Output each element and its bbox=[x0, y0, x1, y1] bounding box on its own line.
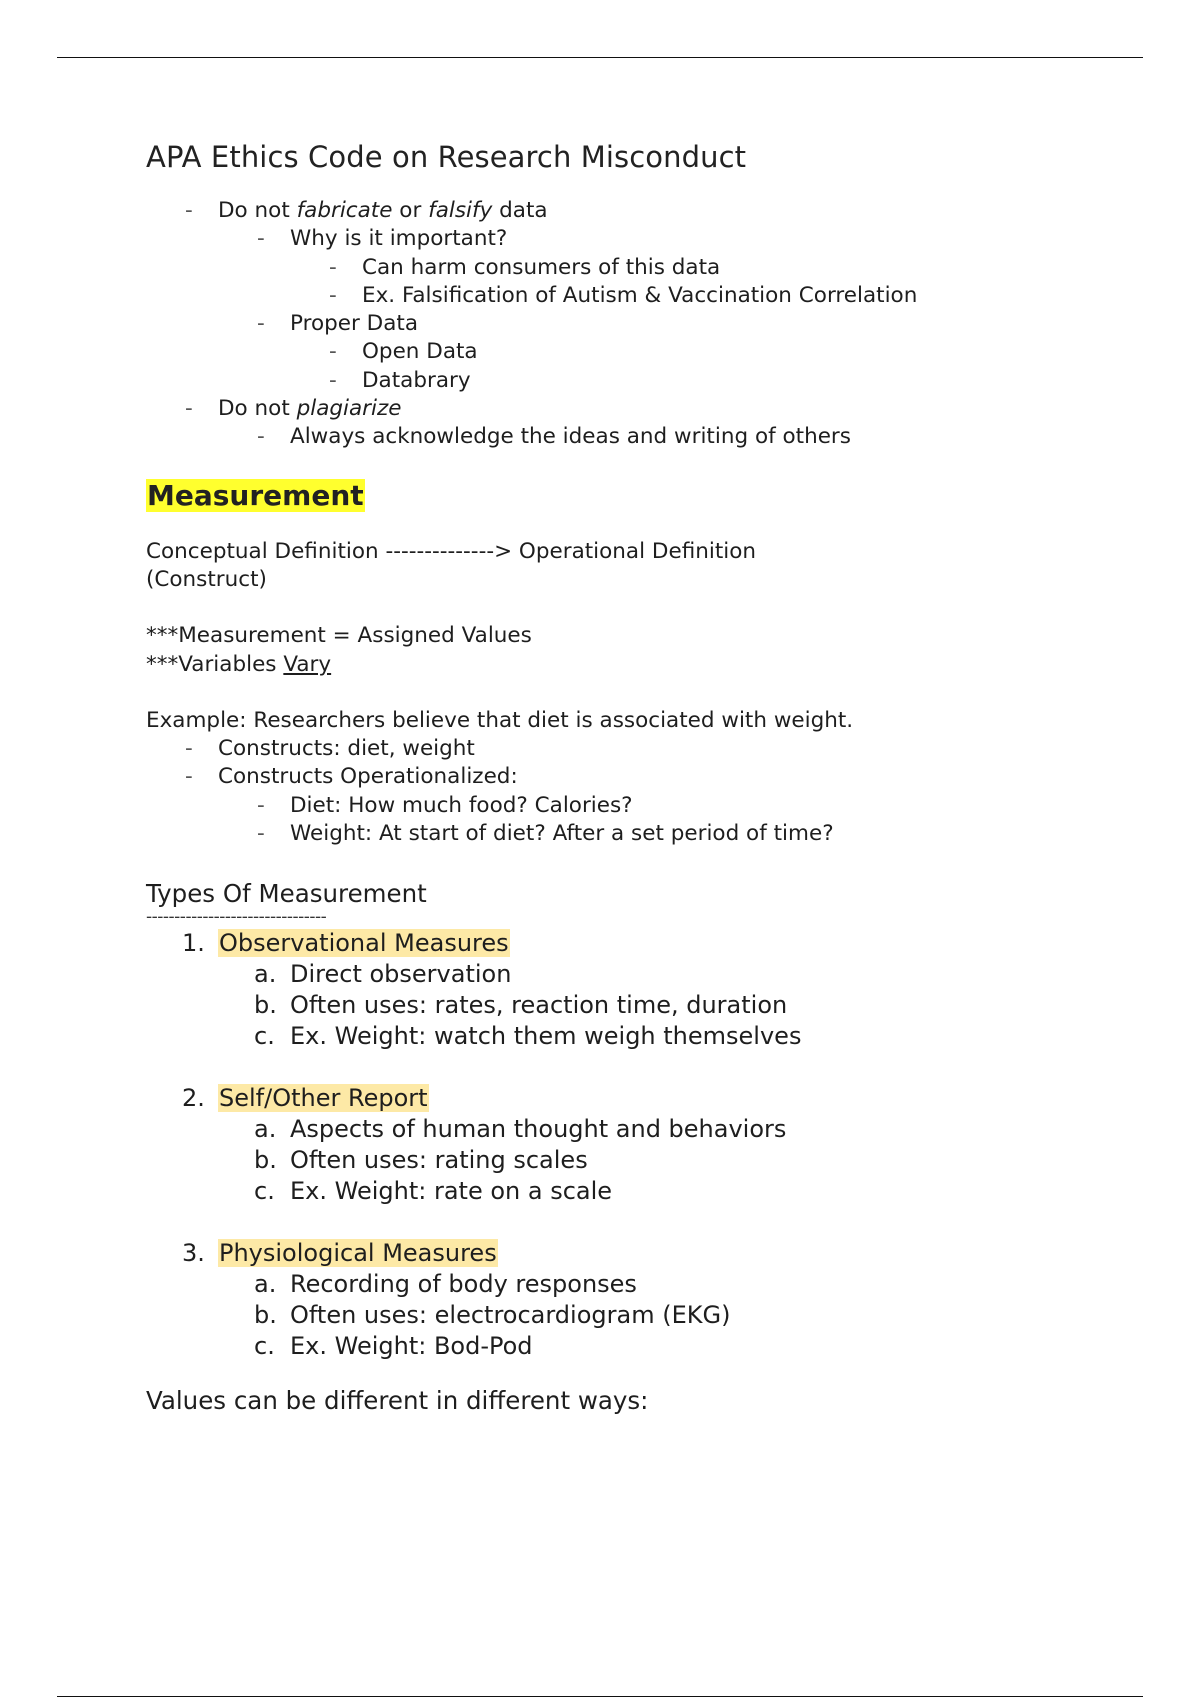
sub-item: a. Aspects of human thought and behaviors bbox=[254, 1115, 787, 1144]
sub-item: a. Direct observation bbox=[254, 960, 512, 989]
underlined-vary: Vary bbox=[283, 651, 332, 677]
document-body bbox=[146, 140, 1146, 1417]
note-variables: ***Variables Vary bbox=[146, 651, 332, 677]
list-item: - Databrary bbox=[362, 367, 1146, 395]
section-title: APA Ethics Code on Research Misconduct bbox=[146, 140, 747, 174]
emphasis-falsify: falsify bbox=[428, 198, 493, 223]
types-divider: -------------------------------- bbox=[146, 910, 327, 925]
type-item-physiological: 3. Physiological Measures a. Recording of body responses b. Often uses: electrocardiogram (EKG) c. Ex. Weight: Bod-Pod bbox=[146, 1238, 1146, 1362]
measurement-heading: Measurement bbox=[147, 478, 364, 512]
sub-item: b. Often uses: rates, reaction time, duration bbox=[254, 991, 788, 1020]
sub-item: b. Often uses: electrocardiogram (EKG) bbox=[254, 1301, 731, 1330]
sub-item: c. Ex. Weight: Bod-Pod bbox=[254, 1332, 533, 1361]
type-item-observational: 1. Observational Measures a. Direct observation b. Often uses: rates, reaction time, duration c. Ex. Weight: watch them weigh themselves bbox=[146, 928, 1146, 1052]
list-item-plagiarize: - Do not plagiarize - Always acknowledge the ideas and writing of others bbox=[218, 395, 1146, 452]
list-item-operationalized: - Constructs Operationalized: - Diet: How much food? Calories? - Weight: At start of diet? After a set period of time? bbox=[218, 763, 1146, 848]
measurement-types-list bbox=[146, 928, 1146, 1362]
highlighted-label: Self/Other Report bbox=[219, 1084, 428, 1113]
note-measurement: ***Measurement = Assigned Values bbox=[146, 623, 532, 649]
example-list bbox=[146, 735, 1146, 848]
top-rule bbox=[57, 57, 1143, 58]
sub-item: a. Recording of body responses bbox=[254, 1270, 637, 1299]
list-item: - Constructs: diet, weight bbox=[218, 735, 1146, 763]
example-line: Example: Researchers believe that diet is associated with weight. bbox=[146, 707, 854, 733]
emphasis-plagiarize: plagiarize bbox=[296, 396, 402, 422]
misconduct-list bbox=[146, 197, 1146, 452]
list-item: - Weight: At start of diet? After a set period of time? bbox=[290, 820, 1146, 848]
closing-line: Values can be different in different ways: bbox=[146, 1386, 649, 1416]
type-item-self-report: 2. Self/Other Report a. Aspects of human thought and behaviors b. Often uses: rating scales c. Ex. Weight: rate on a scale bbox=[146, 1083, 1146, 1207]
sub-item: c. Ex. Weight: watch them weigh themselves bbox=[254, 1022, 802, 1051]
list-item-fabricate: - Do not fabricate or falsify data - Why is it important? - Can harm consumers of this data - Ex. Falsification of Autism & Vaccination Correlation - Proper Data - Open Data - Databrary bbox=[218, 197, 1146, 395]
sub-item: c. Ex. Weight: rate on a scale bbox=[254, 1177, 613, 1206]
types-title: Types Of Measurement bbox=[146, 879, 427, 909]
bottom-rule bbox=[57, 1696, 1143, 1697]
list-item: - Open Data bbox=[362, 338, 1146, 366]
list-item: - Always acknowledge the ideas and writing of others bbox=[290, 423, 1146, 451]
emphasis-fabricate: fabricate bbox=[296, 198, 393, 223]
list-item: - Ex. Falsification of Autism & Vaccination Correlation bbox=[362, 282, 1146, 310]
list-item: - Diet: How much food? Calories? bbox=[290, 792, 1146, 820]
highlighted-label: Observational Measures bbox=[219, 929, 509, 958]
construct-label: (Construct) bbox=[146, 566, 267, 592]
list-item-why: - Why is it important? - Can harm consumers of this data - Ex. Falsification of Autism & Vaccination Correlation bbox=[290, 225, 1146, 310]
definition-line: Conceptual Definition --------------> Operational Definition bbox=[146, 538, 757, 564]
list-item: - Can harm consumers of this data bbox=[362, 254, 1146, 282]
sub-item: b. Often uses: rating scales bbox=[254, 1146, 588, 1175]
highlighted-label: Physiological Measures bbox=[219, 1239, 497, 1268]
list-item-proper-data: - Proper Data - Open Data - Databrary bbox=[290, 310, 1146, 395]
